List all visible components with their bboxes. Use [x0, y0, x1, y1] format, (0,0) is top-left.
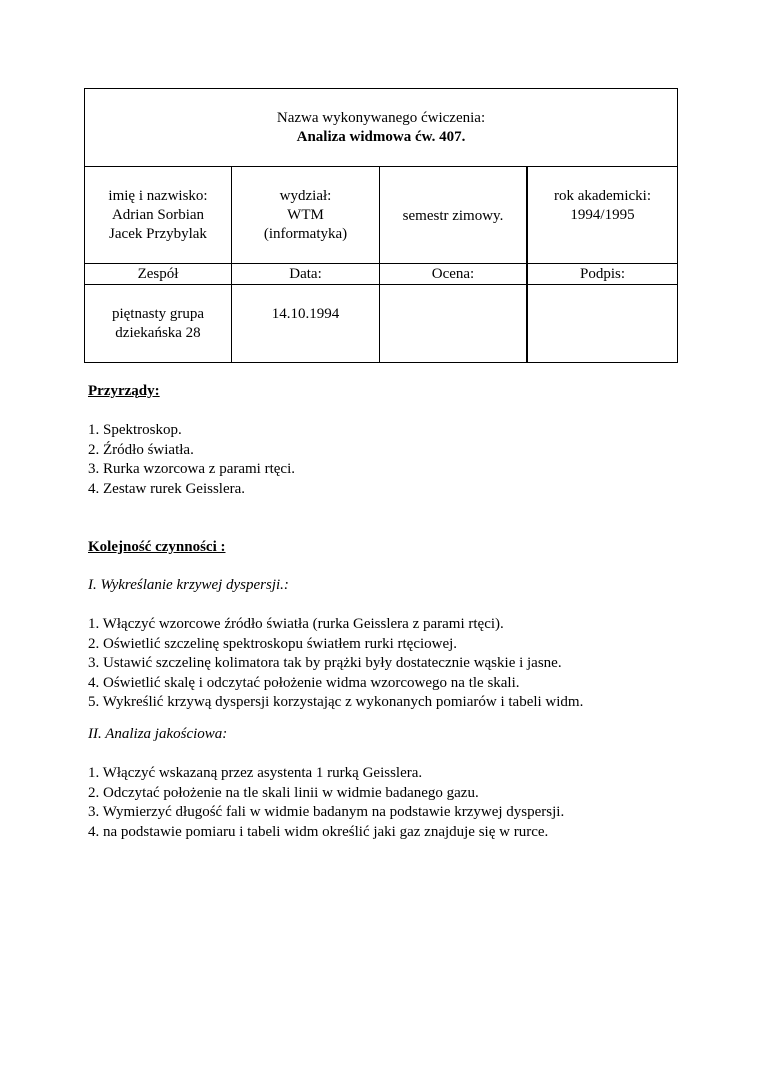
faculty-value-1: WTM [287, 207, 324, 223]
list-item: 4. Zestaw rurek Geisslera. [88, 480, 246, 497]
list-item: 3. Ustawić szczelinę kolimatora tak by prążki były dostatecznie wąskie i jasne. [88, 655, 562, 671]
list-item: 3. Wymierzyć długość fali w widmie badanym na podstawie krzywej dyspersji. [88, 804, 565, 820]
part1-list-block [88, 615, 688, 713]
list-item: 3. Rurka wzorcowa z parami rtęci. [88, 461, 295, 477]
academic-year-cell [528, 167, 677, 263]
grade-value-cell [380, 285, 528, 362]
date-label: Data: [232, 264, 380, 284]
part2-title: II. Analiza jakościowa: [88, 726, 228, 742]
instruments-list [88, 421, 688, 499]
part2-list-block [88, 764, 688, 842]
academic-year-label: rok akademicki: [553, 188, 652, 204]
name-cell [85, 167, 232, 263]
list-item: 1. Włączyć wskazaną przez asystenta 1 rurką Geisslera. [88, 765, 423, 781]
exercise-title: Analiza widmowa ćw. 407. [296, 129, 466, 145]
team-value-2: dziekańska 28 [115, 325, 201, 341]
team-value-1: piętnasty grupa [111, 306, 205, 322]
list-item: 4. Oświetlić skalę i odczytać położenie widma wzorcowego na tle skali. [88, 674, 520, 691]
date-value: 14.10.1994 [271, 306, 340, 322]
list-item: 1. Spektroskop. [88, 422, 182, 438]
signature-label: Podpis: [579, 266, 625, 282]
list-item: 2. Oświetlić szczelinę spektroskopu światłem rurki rtęciowej. [88, 635, 458, 652]
faculty-value-2: (informatyka) [263, 226, 348, 242]
date-value-cell [232, 285, 380, 362]
name-label: imię i nazwisko: [108, 188, 208, 204]
values-row [85, 285, 677, 362]
faculty-cell [232, 167, 380, 263]
part2-list [88, 764, 688, 842]
faculty-label: wydział: [279, 188, 332, 204]
academic-year-value: 1994/1995 [570, 207, 635, 223]
exercise-title-label: Nazwa wykonywanego ćwiczenia: [276, 110, 486, 126]
team-value-cell [85, 285, 232, 362]
signature-value-cell [528, 285, 677, 362]
list-item: 1. Włączyć wzorcowe źródło światła (rurka Geisslera z parami rtęci). [88, 616, 504, 632]
labels-row [85, 264, 677, 285]
exercise-title-cell [85, 89, 677, 167]
part1-title: I. Wykreślanie krzywej dyspersji.: [88, 577, 289, 593]
name-value-1: Adrian Sorbian [111, 207, 205, 223]
part1-list [88, 615, 688, 713]
list-item: 5. Wykreślić krzywą dyspersji korzystając z wykonanych pomiarów i tabeli widm. [88, 694, 584, 710]
info-row [85, 167, 677, 264]
list-item: 2. Odczytać położenie na tle skali linii w widmie badanego gazu. [88, 784, 479, 801]
semester-cell [380, 167, 528, 263]
list-item: 4. na podstawie pomiaru i tabeli widm określić jaki gaz znajduje się w rurce. [88, 823, 549, 840]
semester-value: semestr zimowy. [402, 208, 504, 224]
instruments-section [88, 382, 688, 402]
team-label: Zespół [85, 264, 232, 284]
list-item: 2. Źródło światła. [88, 441, 194, 458]
name-value-2: Jacek Przybylak [109, 226, 207, 242]
instruments-list-block [88, 421, 688, 499]
header-table [84, 88, 678, 363]
procedure-section [88, 538, 688, 558]
procedure-heading: Kolejność czynności : [88, 539, 226, 555]
grade-label: Ocena: [380, 264, 528, 284]
instruments-heading: Przyrządy: [88, 383, 160, 399]
